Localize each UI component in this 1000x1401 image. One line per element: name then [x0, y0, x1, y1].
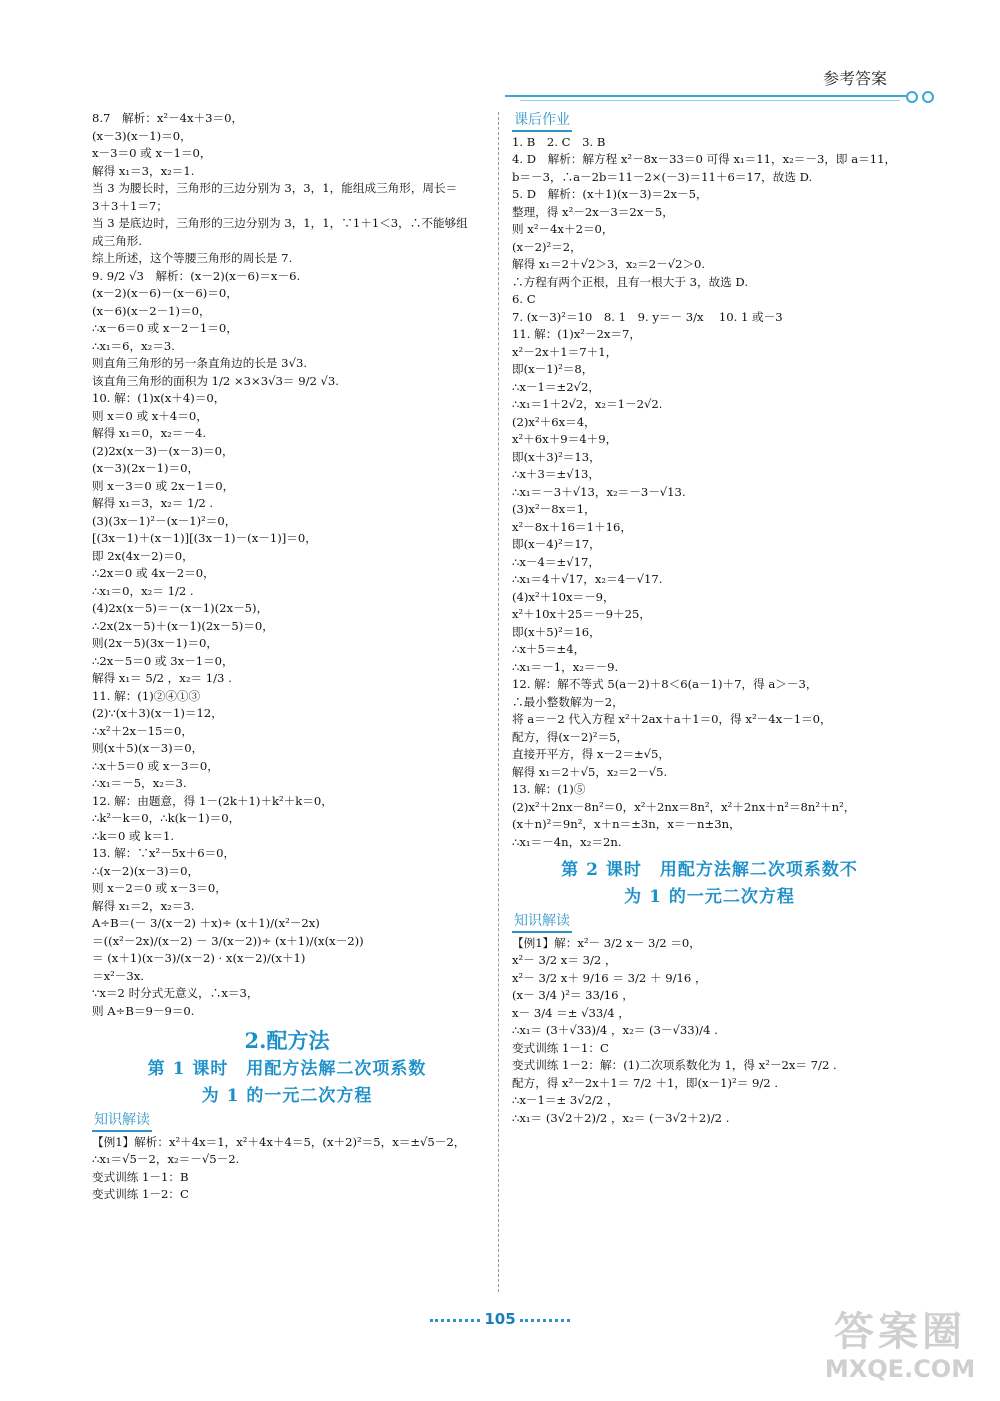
text-line: 则 x－2＝0 或 x－3＝0，	[92, 881, 227, 895]
text-line: (x－3)(x－1)＝0，	[92, 128, 192, 143]
text-line: 解得 x₁＝3，x₂＝ 1/2 .	[92, 496, 214, 510]
homework-tag: 课后作业	[512, 112, 572, 132]
text-line: ∴x₁＝√5－2，x₂＝－√5－2.	[92, 1152, 240, 1166]
text-line: 则直角三角形的另一条直角边的长是 3√3.	[92, 356, 308, 370]
right-answer-lines	[512, 134, 907, 852]
text-line: x－3＝0 或 x－1＝0，	[92, 146, 212, 160]
text-line: (x－ 3/4 )²＝ 33/16 ，	[512, 988, 634, 1002]
text-line: ∴x＋5＝0 或 x－3＝0，	[92, 758, 219, 773]
text-line: ∴x₁＝ (3＋√33)/4 ，x₂＝ (3－√33)/4 .	[512, 1023, 718, 1037]
text-line: b＝－3，∴a－2b＝11－2×(－3)＝11＋6＝17，故选 D.	[512, 169, 813, 184]
knowledge-tag: 知识解读	[92, 1112, 152, 1132]
text-line: ∴x₁＝4＋√17，x₂＝4－√17.	[512, 572, 663, 586]
text-line: x²－ 3/2 x＋ 9/16 ＝ 3/2 ＋ 9/16 ，	[512, 970, 707, 985]
text-line: (2)2x(x－3)－(x－3)＝0，	[92, 443, 234, 458]
text-line: 则(x＋5)(x－3)＝0，	[92, 741, 204, 755]
lesson1-title-line2: 为 1 的一元二次方程	[201, 1086, 373, 1106]
lesson2-title-line2: 为 1 的一元二次方程	[624, 887, 795, 907]
text-line: ∴x＋3＝±√13，	[512, 467, 600, 481]
text-line: 配方，得(x－2)²＝5，	[512, 729, 629, 744]
text-line: ∴最小整数解为－2，	[512, 694, 624, 709]
text-line: 解得 x₁＝2＋√2＞3，x₂＝2－√2＞0.	[512, 257, 706, 271]
text-line: 变式训练 1－1：B	[92, 1169, 189, 1184]
text-line: x²－ 3/2 x＝ 3/2 ，	[512, 953, 617, 967]
text-line: (4)2x(x－5)＝－(x－1)(2x－5)，	[92, 601, 269, 615]
text-line: ∴x²＋2x－15＝0，	[92, 723, 193, 738]
text-line: 配方，得 x²－2x＋1＝ 7/2 ＋1，即(x－1)²＝ 9/2 .	[512, 1075, 779, 1090]
header-rule-thin	[520, 100, 900, 101]
text-line: ∴2x＝0 或 4x－2＝0，	[92, 566, 215, 580]
text-line: 解得 x₁＝ 5/2 ，x₂＝ 1/3 .	[92, 671, 232, 685]
text-line: ∴k²－k＝0，∴k(k－1)＝0，	[92, 811, 241, 825]
text-line: 综上所述，这个等腰三角形的周长是 7.	[92, 251, 293, 265]
text-line: 直接开平方，得 x－2＝±√5，	[512, 747, 671, 761]
footer-dots-right	[520, 1319, 570, 1322]
text-line: (3)x²－8x＝1，	[512, 502, 596, 516]
text-line: 13. 解：∵x²－5x＋6＝0，	[92, 846, 236, 860]
text-line: 即(x＋5)²＝16，	[512, 624, 601, 639]
text-line: (4)x²＋10x＝－9，	[512, 589, 615, 604]
text-line: 4. D 解析：解方程 x²－8x－33＝0 可得 x₁＝11，x₂＝－3，即 a＝11，	[512, 152, 897, 166]
text-line: 该直角三角形的面积为 1/2 ×3×3√3＝ 9/2 √3.	[92, 373, 339, 388]
text-line: 成三角形.	[92, 233, 143, 248]
header-title: 参考答案	[822, 69, 887, 88]
text-line: 则 x＝0 或 x＋4＝0，	[92, 408, 208, 423]
text-line: 【例1】解析：x²＋4x＝1，x²＋4x＋4＝5，(x＋2)²＝5，x＝±√5－2，	[92, 1134, 466, 1149]
text-line: 则 x²－4x＋2＝0，	[512, 222, 614, 236]
text-line: 即(x－4)²＝17，	[512, 537, 601, 551]
text-line: (x＋n)²＝9n²，x＋n＝±3n，x＝－n±3n，	[512, 817, 741, 831]
text-line: ∴2x(2x－5)＋(x－1)(2x－5)＝0，	[92, 618, 274, 633]
text-line: 将 a＝－2 代入方程 x²＋2ax＋a＋1＝0，得 x²－4x－1＝0，	[512, 712, 832, 726]
text-line: 即(x＋3)²＝13，	[512, 449, 601, 464]
knowledge-tag-2: 知识解读	[512, 913, 572, 933]
page-number: 105	[484, 1310, 516, 1328]
text-line: x²－2x＋1＝7＋1，	[512, 344, 618, 359]
text-line: x²－8x＋16＝1＋16，	[512, 519, 632, 534]
text-line: [(3x－1)＋(x－1)][(3x－1)－(x－1)]＝0，	[92, 531, 317, 545]
text-line: ∴x₁＝－1，x₂＝－9.	[512, 659, 619, 674]
right-bottom-lines	[512, 935, 907, 1128]
text-line: ∴2x－5＝0 或 3x－1＝0，	[92, 653, 234, 668]
text-line: ∴x－1＝± 3√2/2 ，	[512, 1093, 619, 1107]
text-line: ＝((x²－2x)/(x－2) － 3/(x－2))÷ (x＋1)/(x(x－2))	[92, 933, 364, 948]
text-line: ∴x₁＝－5，x₂＝3.	[92, 776, 187, 790]
text-line: 7. (x－3)²＝10 8. 1 9. y＝－ 3/x 10. 1 或－3	[512, 309, 783, 324]
text-line: 即(x－1)²＝8，	[512, 362, 594, 376]
header-dot-icon	[906, 91, 918, 103]
text-line: ∴x－4＝±√17，	[512, 554, 600, 569]
text-line: ∴x₁＝0，x₂＝ 1/2 .	[92, 583, 194, 598]
text-line: 则(2x－5)(3x－1)＝0，	[92, 636, 219, 650]
text-line: ∴x₁＝－3＋√13，x₂＝－3－√13.	[512, 484, 686, 499]
right-column	[512, 110, 907, 1127]
text-line: A÷B＝(－ 3/(x－2) ＋x)÷ (x＋1)/(x²－2x)	[92, 916, 320, 930]
left-column	[92, 110, 482, 1204]
text-line: 11. 解：(1)x²－2x＝7，	[512, 327, 641, 341]
text-line: ∴x＋5＝±4，	[512, 642, 586, 656]
column-divider	[498, 112, 499, 1292]
text-line: 12. 解：由题意，得 1－(2k＋1)＋k²＋k＝0，	[92, 793, 333, 808]
text-line: 1. B 2. C 3. B	[512, 134, 606, 149]
header-rule	[505, 95, 915, 97]
text-line: x－ 3/4 ＝± √33/4 ，	[512, 1005, 630, 1020]
text-line: x²＋10x＋25＝－9＋25，	[512, 607, 651, 621]
text-line: 解得 x₁＝2＋√5，x₂＝2－√5.	[512, 764, 668, 779]
watermark-logo	[810, 1310, 990, 1390]
text-line: 整理，得 x²－2x－3＝2x－5，	[512, 204, 674, 219]
text-line: 5. D 解析：(x＋1)(x－3)＝2x－5，	[512, 187, 708, 201]
text-line: 即 2x(4x－2)＝0，	[92, 548, 194, 563]
left-bottom-lines	[92, 1134, 482, 1204]
text-line: 当 3 为腰长时，三角形的三边分别为 3，3，1，能组成三角形，周长＝	[92, 181, 458, 195]
text-line: 10. 解：(1)x(x＋4)＝0，	[92, 391, 226, 405]
text-line: (x－6)(x－2－1)＝0，	[92, 303, 211, 318]
text-line: ＝x²－3x.	[92, 968, 144, 983]
text-line: (2)∵(x＋3)(x－1)＝12，	[92, 706, 223, 720]
text-line: (x－2)²＝2，	[512, 239, 582, 254]
text-line: ∴x－1＝±2√2，	[512, 379, 600, 394]
text-line: 【例1】解：x²－ 3/2 x－ 3/2 ＝0，	[512, 935, 701, 950]
text-line: (3)(3x－1)²－(x－1)²＝0，	[92, 513, 237, 528]
page-header	[0, 0, 1000, 110]
text-line: ∴方程有两个正根，且有一根大于 3，故选 D.	[512, 274, 749, 289]
text-line: 解得 x₁＝2，x₂＝3.	[92, 898, 195, 913]
text-line: 解得 x₁＝3，x₂＝1.	[92, 163, 195, 178]
text-line: ∴x₁＝1＋2√2，x₂＝1－2√2.	[512, 397, 663, 411]
header-dot-icon	[922, 91, 934, 103]
text-line: 8.7 解析：x²－4x＋3＝0，	[92, 111, 244, 125]
left-answer-lines	[92, 110, 482, 1020]
text-line: (x－2)(x－6)－(x－6)＝0，	[92, 286, 238, 300]
lesson1-title-line1: 第 1 课时 用配方法解二次项系数	[147, 1059, 427, 1079]
text-line: 9. 9/2 √3 解析：(x－2)(x－6)＝x－6.	[92, 268, 301, 283]
text-line: ∴k＝0 或 k＝1.	[92, 828, 175, 843]
text-line: 变式训练 1－1：C	[512, 1040, 609, 1055]
text-line: ∴(x－2)(x－3)＝0，	[92, 863, 200, 878]
text-line: (2)x²＋2nx－8n²＝0，x²＋2nx＝8n²，x²＋2nx＋n²＝8n²＋n²，	[512, 799, 856, 814]
text-line: ＝ (x＋1)(x－3)/(x－2) · x(x－2)/(x＋1)	[92, 951, 306, 965]
watermark-chars: 答案圈	[834, 1309, 966, 1355]
text-line: 3＋3＋1＝7；	[92, 198, 168, 213]
section-title: 2.配方法	[244, 1028, 330, 1053]
text-line: 变式训练 1－2：C	[92, 1187, 189, 1201]
text-line: ∵x＝2 时分式无意义，∴x＝3，	[92, 986, 259, 1000]
text-line: ∴x₁＝ (3√2＋2)/2 ，x₂＝ (－3√2＋2)/2 .	[512, 1110, 730, 1125]
text-line: 13. 解：(1)⑤	[512, 782, 586, 796]
text-line: ∴x₁＝－4n，x₂＝2n.	[512, 834, 622, 849]
text-line: 当 3 是底边时，三角形的三边分别为 3，1，1，∵1＋1＜3，∴不能够组	[92, 216, 468, 230]
footer-dots-left	[430, 1319, 480, 1322]
text-line: ∴x₁＝6，x₂＝3.	[92, 338, 175, 353]
text-line: (2)x²＋6x＝4，	[512, 414, 596, 429]
watermark-url: MXQE.COM	[824, 1355, 976, 1383]
text-line: 则 A÷B＝9－9＝0.	[92, 1003, 195, 1018]
text-line: x²＋6x＋9＝4＋9，	[512, 432, 618, 446]
text-line: 6. C	[512, 292, 536, 306]
text-line: ∴x－6＝0 或 x－2－1＝0，	[92, 321, 238, 335]
lesson2-title-line1: 第 2 课时 用配方法解二次项系数不	[561, 860, 858, 880]
text-line: 11. 解：(1)②④①③	[92, 688, 201, 703]
text-line: 12. 解：解不等式 5(a－2)＋8＜6(a－1)＋7，得 a＞－3，	[512, 677, 818, 691]
text-line: 解得 x₁＝0，x₂＝－4.	[92, 426, 207, 440]
text-line: 则 x－3＝0 或 2x－1＝0，	[92, 478, 235, 493]
text-line: (x－3)(2x－1)＝0，	[92, 461, 200, 475]
text-line: 变式训练 1－2：解：(1)二次项系数化为 1，得 x²－2x＝ 7/2 .	[512, 1058, 837, 1072]
